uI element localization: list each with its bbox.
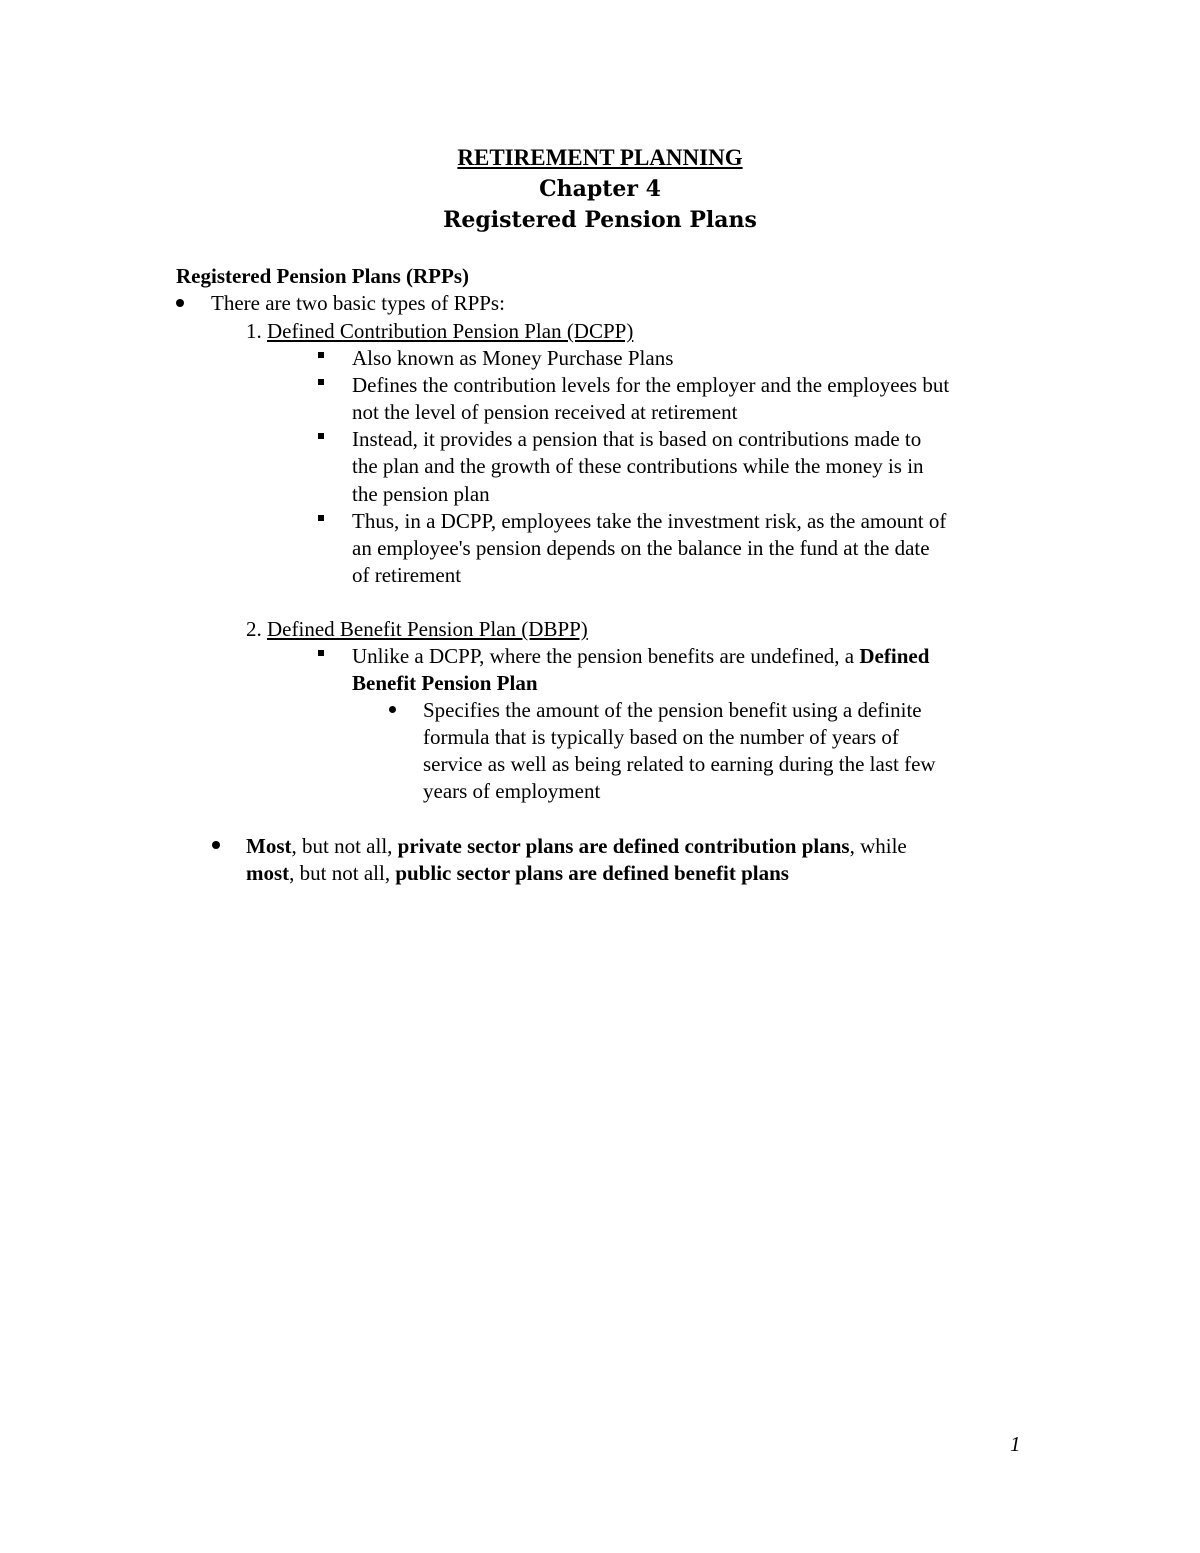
plan1-bullet-line: of retirement: [352, 563, 462, 587]
summary-text: , but not all,: [291, 834, 398, 858]
plan2-bullet-text: Unlike a DCPP, where the pension benefits are undefined, a: [352, 644, 860, 668]
plan2-sub-bullet-line: service as well as being related to earning during the last few: [423, 752, 936, 776]
plan1-bullet-line: the plan and the growth of these contributions while the money is in: [352, 454, 924, 478]
summary-line: [246, 860, 789, 887]
plan2-sub-bullet-line: formula that is typically based on the number of years of: [423, 725, 899, 749]
plan1-bullet-line: Also known as Money Purchase Plans: [352, 346, 674, 370]
plan2-name: Defined Benefit Pension Plan (DBPP): [267, 617, 588, 641]
bullet-dot-icon: [389, 706, 396, 713]
plan1-bullet-line: Defines the contribution levels for the employer and the employees but: [352, 373, 950, 397]
bullet-dot-icon: [212, 841, 220, 849]
summary-line: [246, 833, 907, 860]
plan1-bullet-line: Instead, it provides a pension that is based on contributions made to: [352, 427, 922, 451]
bullet-dot-icon: [176, 299, 184, 307]
plan2-bullet-line: [352, 643, 929, 670]
square-bullet-icon: [318, 379, 324, 385]
square-bullet-icon: [318, 433, 324, 439]
chapter-subtitle: Registered Pension Plans: [443, 207, 757, 233]
page-number: 1: [1010, 1432, 1021, 1456]
plan2-bullet-bold: Defined: [859, 644, 930, 668]
plan1-bullet-line: not the level of pension received at retirement: [352, 400, 738, 424]
summary-text: , while: [849, 834, 907, 858]
section-heading: Registered Pension Plans (RPPs): [176, 264, 470, 288]
document-title: RETIREMENT PLANNING: [457, 145, 743, 170]
plan1-number: 1.: [246, 319, 262, 343]
square-bullet-icon: [318, 650, 324, 656]
plan2-sub-bullet-line: Specifies the amount of the pension benefit using a definite: [423, 698, 922, 722]
summary-bold: Most: [246, 834, 292, 858]
plan1-bullet-line: Thus, in a DCPP, employees take the investment risk, as the amount of: [352, 509, 947, 533]
plan2-item: [246, 616, 588, 643]
intro-text: There are two basic types of RPPs:: [211, 291, 505, 315]
summary-bold: most: [246, 861, 290, 885]
summary-bold: private sector plans are defined contribution plans: [397, 834, 850, 858]
plan2-sub-bullet-line: years of employment: [423, 779, 601, 803]
chapter-heading: Chapter 4: [539, 176, 661, 202]
summary-bold: public sector plans are defined benefit plans: [395, 861, 789, 885]
plan2-bullet-bold: Benefit Pension Plan: [352, 671, 538, 695]
plan1-bullet-line: an employee's pension depends on the balance in the fund at the date: [352, 536, 930, 560]
square-bullet-icon: [318, 515, 324, 521]
plan2-number: 2.: [246, 617, 262, 641]
summary-text: , but not all,: [289, 861, 396, 885]
plan1-bullet-line: the pension plan: [352, 482, 490, 506]
square-bullet-icon: [318, 352, 324, 358]
plan2-bullet-line: [352, 670, 538, 697]
plan1-item: [246, 318, 633, 345]
plan1-name: Defined Contribution Pension Plan (DCPP): [267, 319, 634, 343]
